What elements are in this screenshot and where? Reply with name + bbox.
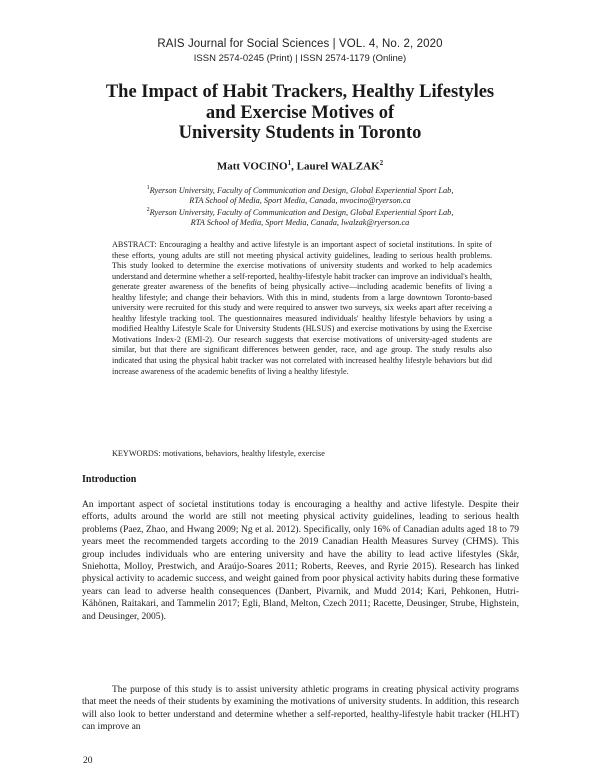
keywords: KEYWORDS: motivations, behaviors, healthy lifestyle, exercise xyxy=(112,449,325,458)
title-line-3: University Students in Toronto xyxy=(178,123,422,143)
body-paragraph: The purpose of this study is to assist university athletic programs in creating physical activity programs that meet the needs of their students by examining the motivations of university students. In addition, this research will also look to better understand and determine whether a self-reported, healthy-lifestyle habit tracker (HLHT) can improve an xyxy=(82,685,519,733)
author-separator: , xyxy=(291,160,297,173)
affiliation-1 xyxy=(80,183,520,207)
affiliation-line xyxy=(80,183,520,196)
affiliation-text: Ryerson University, Faculty of Communication and Design, Global Experiential Sport Lab, xyxy=(149,207,454,217)
affiliation-text: Ryerson University, Faculty of Communication and Design, Global Experiential Sport Lab, xyxy=(149,185,454,195)
affiliation-line: RTA School of Media, Sport Media, Canada, lwalzak@ryerson.ca xyxy=(190,218,410,228)
affiliation-mark: 2 xyxy=(146,207,150,213)
author-affiliation-mark: 2 xyxy=(379,159,384,167)
journal-header: RAIS Journal for Social Sciences | VOL. 4, No. 2, 2020 xyxy=(157,38,443,50)
affiliation-mark: 1 xyxy=(146,185,150,191)
body-paragraph: An important aspect of societal institutions today is encouraging a healthy and active lifestyle. Despite their efforts, adults around the world are still not meeting physical activity guidelines, leading to serious health problems (Paez, Zhao, and Hwang 2009; Ng et al. 2012). Specifically, only 16% of Canadian adults aged 18 to 79 years meet the recommended targets according to the 2019 Canadian Health Measures Survey (CHMS). This group includes individuals who are entering university and have the ability to lead active lifestyles (Skår, Sniehotta, Molloy, Prestwich, and Araújo-Soares 2011; Roberts, Reeves, and Ryrie 2015). Research has linked physical activity to academic success, and weight gained from poor physical activity habits during these formative years can lead to adverse health consequences (Danbert, Pivarnik, and Mudd 2014; Kari, Pehkonen, Hutri-Kähönen, Raitakari, and Tammelin 2017; Egli, Bland, Melton, Czech 2011; Racette, Deusinger, Strube, Highstein, and Deusinger, 2005). xyxy=(82,500,519,622)
title-line-1: The Impact of Habit Trackers, Healthy Lifestyles xyxy=(105,82,495,102)
section-heading-introduction: Introduction xyxy=(82,474,137,485)
title-line-2: and Exercise Motives of xyxy=(205,102,395,123)
page-number: 20 xyxy=(83,756,93,766)
affiliation-line: RTA School of Media, Sport Media, Canada, mvocino@ryerson.ca xyxy=(189,196,411,206)
author-list xyxy=(0,159,600,173)
affiliation-line xyxy=(80,205,520,218)
affiliation-2 xyxy=(80,205,520,229)
author-affiliation-mark: 1 xyxy=(287,159,292,167)
abstract: ABSTRACT: Encouraging a healthy and active lifestyle is an important aspect of societal institutions. In spite of these efforts, young adults are still not meeting physical activity guidelines, leading to serious health problems. This study looked to determine the exercise motivations of university students and worked to help academics understand and determine whether a self-reported, healthy-lifestyle habit tracker can improve an individual's health, generate greater awareness of the benefits of being physically active—including academic benefits of living a healthy lifestyle; and change their behaviors. With this in mind, students from a large downtown Toronto-based university were recruited for this study and were required to answer two surveys, six weeks apart after receiving a healthy lifestyle tracking tool. The questionnaires measured individuals' healthy lifestyle behaviors by using a modified Healthy Lifestyle Scale for University Students (HLSUS) and exercise motivations by using the Exercise Motivations Index-2 (EMI-2). Our research suggests that exercise motivations of university-aged students are similar, but that there are significant differences between gender, race, and age group. The study results also indicated that using the physical habit tracker was not correlated with increased healthy lifestyle behaviors but did increase awareness of the academic benefits of living a healthy lifestyle. xyxy=(112,240,492,376)
paper-title xyxy=(60,82,540,144)
issn-line: ISSN 2574-0245 (Print) | ISSN 2574-1179 (Online) xyxy=(193,53,407,64)
author-name: Matt VOCINO xyxy=(216,160,288,173)
author-name: Laurel WALZAK xyxy=(296,160,380,173)
